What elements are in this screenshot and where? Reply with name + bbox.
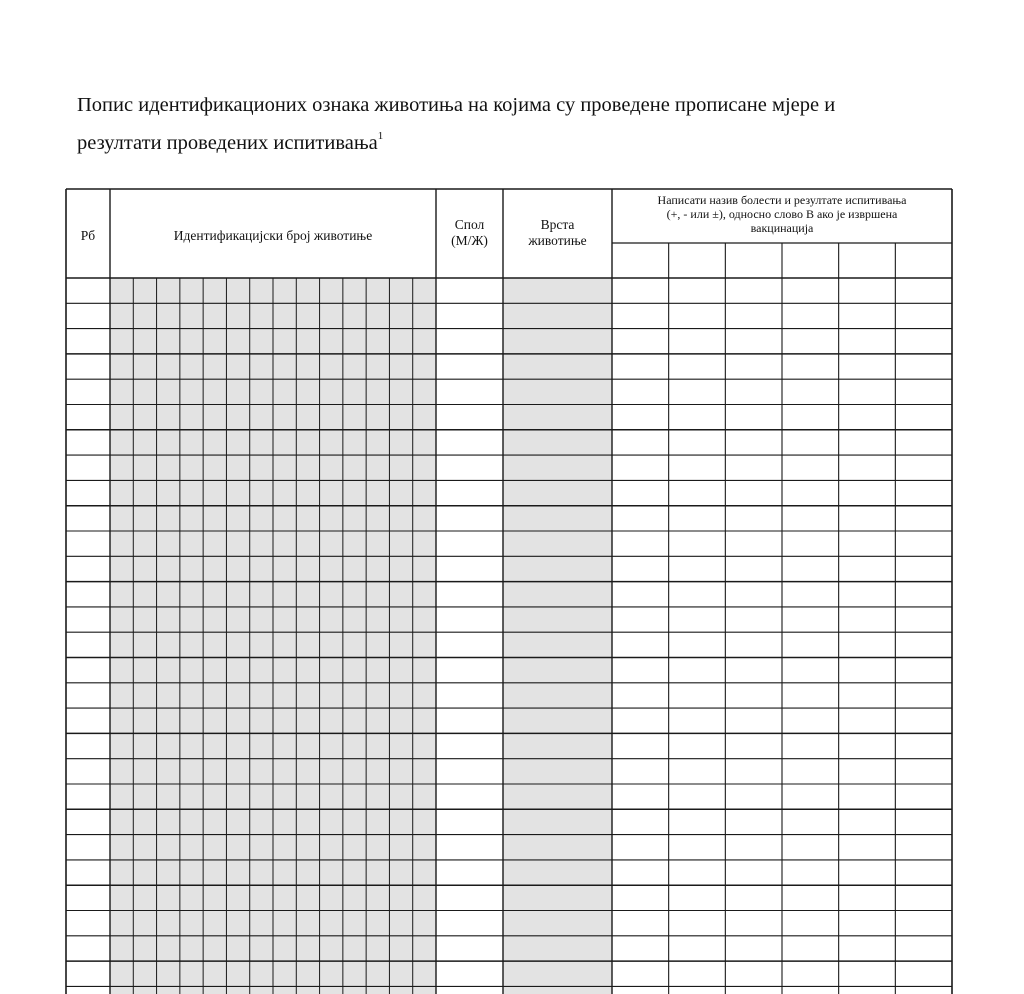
title-footnote-marker: 1 xyxy=(377,130,384,142)
title-line-2: резултати проведених испитивања xyxy=(77,132,378,154)
header-test-results: Написати назив болести и резултате испитивања (+, - или ±), односно слово В ако је извршена вакцинација xyxy=(657,193,907,235)
header-sex: Спол (М/Ж) xyxy=(451,217,488,248)
header-species: Врста животиње xyxy=(528,217,587,248)
title-line-1: Попис идентификационих ознака животиња на којима су проведене прописане мјере и xyxy=(77,94,836,116)
species-shaded-area xyxy=(503,278,612,994)
header-row-number: Рб xyxy=(80,228,96,243)
header-animal-id: Идентификацијски број животиње xyxy=(173,228,373,243)
